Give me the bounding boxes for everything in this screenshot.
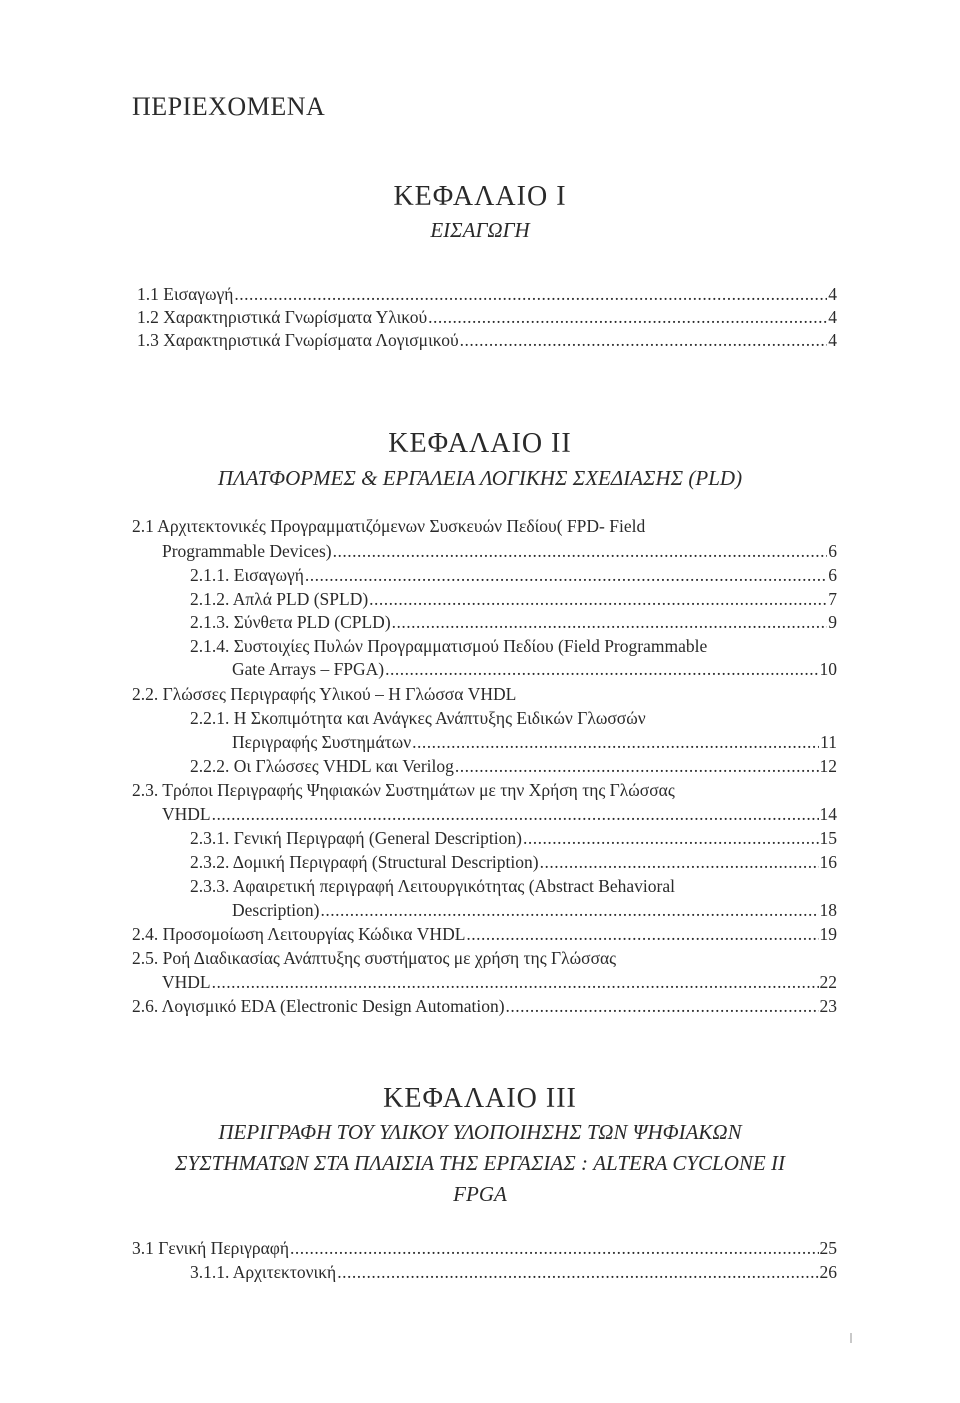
toc-entry: 2.2.1. Η Σκοπιμότητα και Ανάγκες Ανάπτυξης Ειδικών Γλωσσών bbox=[190, 708, 646, 728]
dot-leader bbox=[290, 1237, 819, 1259]
toc-entry-text: 1.1 Εισαγωγή bbox=[137, 284, 234, 304]
dot-leader bbox=[412, 731, 819, 753]
toc-entry: 2.3.3. Αφαιρετική περιγραφή Λειτουργικότητας (Abstract Behavioral bbox=[190, 876, 675, 896]
toc-entry bbox=[162, 971, 837, 993]
toc-entry-text: 3.1.1. Αρχιτεκτονική bbox=[190, 1262, 337, 1282]
toc-entry-text: VHDL bbox=[162, 972, 211, 992]
toc-entry-page: 9 bbox=[828, 612, 837, 632]
toc-entry-page: 6 bbox=[828, 541, 837, 561]
toc-entry-text: 2.1.3. Σύνθετα PLD (CPLD) bbox=[190, 612, 391, 632]
toc-entry-page: 25 bbox=[819, 1238, 837, 1258]
dot-leader bbox=[540, 851, 819, 873]
toc-entry-page: 26 bbox=[819, 1262, 837, 1282]
toc-entry-page: 6 bbox=[828, 565, 837, 585]
toc-entry-page: 23 bbox=[819, 996, 837, 1016]
chapter-3-subtitle-line: ΣΥΣΤΗΜΑΤΩΝ ΣΤΑ ΠΛΑΙΣΙΑ ΤΗΣ ΕΡΓΑΣΙΑΣ : ALTERA CYCLONE II bbox=[175, 1151, 785, 1175]
document-title: ΠΕΡΙΕΧΟΜΕΝΑ bbox=[132, 92, 326, 121]
toc-entry-page: 22 bbox=[819, 972, 837, 992]
toc-entry-page: 18 bbox=[819, 900, 837, 920]
toc-entry: 2.1 Αρχιτεκτονικές Προγραμματιζόμενων Συσκευών Πεδίου( FPD- Field bbox=[132, 516, 646, 536]
chapter-3-heading: ΚΕΦΑΛΑΙΟ ΙΙΙ bbox=[383, 1083, 577, 1114]
dot-leader bbox=[320, 899, 818, 921]
chapter-3-subtitle-line: FPGA bbox=[453, 1182, 507, 1206]
toc-entry-text: 1.2 Χαρακτηριστικά Γνωρίσματα Υλικού bbox=[137, 307, 428, 327]
toc-entry bbox=[162, 540, 837, 562]
toc-entry bbox=[190, 1261, 837, 1283]
toc-entry-page: 4 bbox=[828, 330, 837, 350]
dot-leader bbox=[212, 803, 819, 825]
toc-entry-text: Gate Arrays – FPGA) bbox=[232, 659, 385, 679]
toc-entry-text: 3.1 Γενική Περιγραφή bbox=[132, 1238, 289, 1258]
toc-entry-text: 2.3.2. Δομική Περιγραφή (Structural Description) bbox=[190, 852, 539, 872]
toc-entry-page: 4 bbox=[828, 307, 837, 327]
toc-entry bbox=[190, 611, 837, 633]
toc-entry-text: Description) bbox=[232, 900, 320, 920]
toc-entry-text: Περιγραφής Συστημάτων bbox=[232, 732, 412, 752]
toc-entry-text: 2.1.1. Εισαγωγή bbox=[190, 565, 304, 585]
toc-entry bbox=[137, 306, 837, 328]
toc-entry-page: 7 bbox=[828, 589, 837, 609]
dot-leader bbox=[385, 658, 818, 680]
toc-entry-text: Programmable Devices) bbox=[162, 541, 332, 561]
toc-entry: 2.1.4. Συστοιχίες Πυλών Προγραμματισμού Πεδίου (Field Programmable bbox=[190, 636, 708, 656]
toc-entry: 2.5. Ροή Διαδικασίας Ανάπτυξης συστήματος με χρήση της Γλώσσας bbox=[132, 948, 617, 968]
toc-entry-page: 16 bbox=[819, 852, 837, 872]
toc-entry-text: VHDL bbox=[162, 804, 211, 824]
toc-entry bbox=[190, 827, 837, 849]
toc-entry bbox=[132, 923, 837, 945]
toc-entry-page: 19 bbox=[819, 924, 837, 944]
chapter-2-heading: ΚΕΦΑΛΑΙΟ ΙΙ bbox=[388, 428, 572, 459]
dot-leader bbox=[234, 283, 827, 305]
scan-speck bbox=[850, 1333, 852, 1343]
toc-entry-text: 1.3 Χαρακτηριστικά Γνωρίσματα Λογισμικού bbox=[137, 330, 459, 350]
toc-entry bbox=[232, 731, 837, 753]
dot-leader bbox=[466, 923, 818, 945]
dot-leader bbox=[369, 588, 827, 610]
toc-entry-page: 10 bbox=[819, 659, 837, 679]
dot-leader bbox=[212, 971, 819, 993]
toc-entry bbox=[232, 899, 837, 921]
dot-leader bbox=[337, 1261, 818, 1283]
toc-entry bbox=[132, 995, 837, 1017]
toc-entry bbox=[190, 851, 837, 873]
dot-leader bbox=[305, 564, 827, 586]
toc-entry-page: 12 bbox=[819, 756, 837, 776]
toc-entry-text: 2.2.2. Οι Γλώσσες VHDL και Verilog bbox=[190, 756, 454, 776]
toc-entry-page: 11 bbox=[820, 732, 837, 752]
toc-entry: 2.3. Τρόποι Περιγραφής Ψηφιακών Συστημάτων με την Χρήση της Γλώσσας bbox=[132, 780, 675, 800]
dot-leader bbox=[506, 995, 819, 1017]
dot-leader bbox=[523, 827, 819, 849]
toc-entry-text: 2.1.2. Απλά PLD (SPLD) bbox=[190, 589, 369, 609]
toc-entry bbox=[162, 803, 837, 825]
toc-entry bbox=[190, 755, 837, 777]
dot-leader bbox=[333, 540, 828, 562]
dot-leader bbox=[460, 329, 828, 351]
toc-entry bbox=[190, 588, 837, 610]
toc-entry-text: 2.6. Λογισμικό EDA (Electronic Design Automation) bbox=[132, 996, 505, 1016]
toc-entry bbox=[190, 564, 837, 586]
toc-entry bbox=[232, 658, 837, 680]
chapter-1-subtitle: ΕΙΣΑΓΩΓΗ bbox=[430, 218, 530, 242]
dot-leader bbox=[392, 611, 828, 633]
chapter-3-subtitle-line: ΠΕΡΙΓΡΑΦΗ ΤΟΥ ΥΛΙΚΟΥ ΥΛΟΠΟΙΗΣΗΣ ΤΩΝ ΨΗΦΙΑΚΩΝ bbox=[218, 1120, 742, 1144]
chapter-2-subtitle: ΠΛΑΤΦΟΡΜΕΣ & ΕΡΓΑΛΕΙΑ ΛΟΓΙΚΗΣ ΣΧΕΔΙΑΣΗΣ (PLD) bbox=[217, 466, 743, 490]
chapter-1-heading: ΚΕΦΑΛΑΙΟ Ι bbox=[393, 181, 567, 212]
toc-entry bbox=[132, 1237, 837, 1259]
toc-entry-page: 4 bbox=[828, 284, 837, 304]
toc-entry bbox=[137, 329, 837, 351]
dot-leader bbox=[455, 755, 819, 777]
toc-entry: 2.2. Γλώσσες Περιγραφής Υλικού – Η Γλώσσα VHDL bbox=[132, 684, 517, 704]
toc-entry-text: 2.3.1. Γενική Περιγραφή (General Description) bbox=[190, 828, 522, 848]
toc-entry-page: 15 bbox=[819, 828, 837, 848]
dot-leader bbox=[428, 306, 827, 328]
toc-entry-text: 2.4. Προσομοίωση Λειτουργίας Κώδικα VHDL bbox=[132, 924, 466, 944]
toc-entry-page: 14 bbox=[819, 804, 837, 824]
toc-entry bbox=[137, 283, 837, 305]
